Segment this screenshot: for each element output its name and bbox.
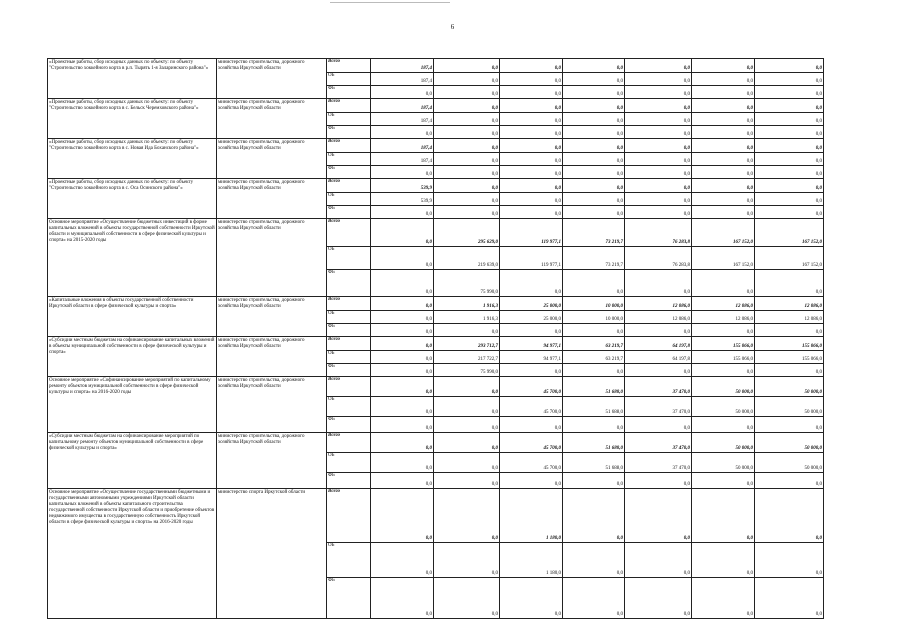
funding-source: ФБ bbox=[327, 324, 371, 337]
amount-cell: 0,0 bbox=[563, 73, 625, 86]
table-row bbox=[48, 377, 824, 397]
amount-cell: 0,0 bbox=[755, 270, 824, 297]
amount-cell: 1 180,0 bbox=[500, 489, 563, 543]
amount-cell: 64 197,8 bbox=[625, 337, 692, 351]
funding-source: ОБ bbox=[327, 453, 371, 473]
amount-cell: 0,0 bbox=[434, 166, 500, 179]
amount-cell: 0,0 bbox=[371, 337, 434, 351]
amount-cell: 45 700,0 bbox=[500, 397, 563, 417]
amount-cell: 0,0 bbox=[371, 86, 434, 99]
amount-cell: 0,0 bbox=[434, 433, 500, 453]
amount-cell: 45 700,0 bbox=[500, 433, 563, 453]
amount-cell: 0,0 bbox=[371, 270, 434, 297]
amount-cell: 0,0 bbox=[500, 179, 563, 193]
amount-cell: 0,0 bbox=[625, 543, 692, 578]
amount-cell: 0,0 bbox=[500, 578, 563, 619]
amount-cell: 73 219,7 bbox=[563, 219, 625, 247]
amount-cell: 0,0 bbox=[500, 206, 563, 219]
amount-cell: 0,0 bbox=[434, 153, 500, 166]
amount-cell: 12 086,0 bbox=[692, 297, 755, 311]
amount-cell: 0,0 bbox=[371, 126, 434, 139]
amount-cell: 0,0 bbox=[563, 153, 625, 166]
amount-cell: 293 712,7 bbox=[434, 337, 500, 351]
amount-cell: 0,0 bbox=[371, 433, 434, 453]
funding-source: ФБ bbox=[327, 86, 371, 99]
amount-cell: 0,0 bbox=[692, 166, 755, 179]
amount-cell: 45 700,0 bbox=[500, 453, 563, 473]
table-row bbox=[48, 489, 824, 543]
amount-cell: 0,0 bbox=[692, 324, 755, 337]
amount-cell: 0,0 bbox=[625, 417, 692, 433]
amount-cell: 0,0 bbox=[755, 206, 824, 219]
funding-source: ОБ bbox=[327, 153, 371, 166]
amount-cell: 0,0 bbox=[625, 324, 692, 337]
amount-cell: 0,0 bbox=[434, 73, 500, 86]
funding-source: ФБ bbox=[327, 206, 371, 219]
amount-cell: 0,0 bbox=[434, 126, 500, 139]
amount-cell: 0,0 bbox=[755, 153, 824, 166]
amount-cell: 187,4 bbox=[371, 73, 434, 86]
amount-cell: 45 700,0 bbox=[500, 377, 563, 397]
amount-cell: 0,0 bbox=[434, 324, 500, 337]
amount-cell: 0,0 bbox=[500, 193, 563, 206]
amount-cell: 0,0 bbox=[625, 179, 692, 193]
amount-cell: 0,0 bbox=[755, 113, 824, 126]
amount-cell: 167 152,0 bbox=[692, 219, 755, 247]
amount-cell: 50 000,0 bbox=[692, 377, 755, 397]
amount-cell: 0,0 bbox=[500, 99, 563, 113]
responsible-executor: министерство строительства, дорожного хозяйства Иркутской области bbox=[217, 99, 327, 139]
amount-cell: 0,0 bbox=[755, 364, 824, 377]
amount-cell: 75 990,0 bbox=[434, 364, 500, 377]
amount-cell: 0,0 bbox=[371, 166, 434, 179]
amount-cell: 50 000,0 bbox=[692, 433, 755, 453]
amount-cell: 0,0 bbox=[371, 311, 434, 324]
amount-cell: 0,0 bbox=[692, 489, 755, 543]
amount-cell: 0,0 bbox=[563, 59, 625, 73]
amount-cell: 50 000,0 bbox=[755, 433, 824, 453]
amount-cell: 0,0 bbox=[755, 59, 824, 73]
amount-cell: 0,0 bbox=[692, 473, 755, 489]
amount-cell: 94 977,1 bbox=[500, 351, 563, 364]
amount-cell: 10 000,0 bbox=[563, 311, 625, 324]
amount-cell: 0,0 bbox=[371, 417, 434, 433]
amount-cell: 0,0 bbox=[625, 364, 692, 377]
amount-cell: 0,0 bbox=[434, 453, 500, 473]
amount-cell: 0,0 bbox=[692, 59, 755, 73]
amount-cell: 187,4 bbox=[371, 113, 434, 126]
responsible-executor: министерство строительства, дорожного хозяйства Иркутской области bbox=[217, 219, 327, 297]
amount-cell: 0,0 bbox=[371, 489, 434, 543]
funding-source: ФБ bbox=[327, 166, 371, 179]
amount-cell: 0,0 bbox=[563, 473, 625, 489]
amount-cell: 0,0 bbox=[625, 113, 692, 126]
amount-cell: 0,0 bbox=[692, 99, 755, 113]
amount-cell: 0,0 bbox=[625, 126, 692, 139]
amount-cell: 0,0 bbox=[692, 270, 755, 297]
amount-cell: 0,0 bbox=[371, 397, 434, 417]
amount-cell: 0,0 bbox=[371, 543, 434, 578]
amount-cell: 63 219,7 bbox=[563, 337, 625, 351]
amount-cell: 51 688,0 bbox=[563, 397, 625, 417]
amount-cell: 50 000,0 bbox=[692, 453, 755, 473]
responsible-executor: министерство спорта Иркутской области bbox=[217, 489, 327, 619]
responsible-executor: министерство строительства, дорожного хозяйства Иркутской области bbox=[217, 377, 327, 433]
amount-cell: 10 000,0 bbox=[563, 297, 625, 311]
amount-cell: 0,0 bbox=[625, 139, 692, 153]
funding-source: ОБ bbox=[327, 193, 371, 206]
amount-cell: 63 219,7 bbox=[563, 351, 625, 364]
amount-cell: 167 152,0 bbox=[755, 219, 824, 247]
amount-cell: 0,0 bbox=[434, 86, 500, 99]
funding-source: ФБ bbox=[327, 473, 371, 489]
amount-cell: 0,0 bbox=[563, 179, 625, 193]
amount-cell: 0,0 bbox=[563, 193, 625, 206]
funding-source: ФБ bbox=[327, 270, 371, 297]
activity-description: «Субсидии местным бюджетам на софинансирование мероприятий по капитальному ремонту объектов муниципальной собственности в сфере физической культуры и спорта» bbox=[48, 433, 217, 489]
amount-cell: 0,0 bbox=[500, 86, 563, 99]
funding-source: ОБ bbox=[327, 311, 371, 324]
amount-cell: 0,0 bbox=[434, 578, 500, 619]
amount-cell: 187,4 bbox=[371, 99, 434, 113]
amount-cell: 0,0 bbox=[371, 324, 434, 337]
amount-cell: 51 688,0 bbox=[563, 453, 625, 473]
amount-cell: 187,4 bbox=[371, 139, 434, 153]
table-row bbox=[48, 337, 824, 351]
amount-cell: 0,0 bbox=[434, 543, 500, 578]
amount-cell: 0,0 bbox=[563, 86, 625, 99]
amount-cell: 0,0 bbox=[434, 179, 500, 193]
amount-cell: 0,0 bbox=[625, 153, 692, 166]
amount-cell: 167 152,0 bbox=[692, 247, 755, 270]
page-number: 6 bbox=[450, 23, 455, 31]
amount-cell: 0,0 bbox=[500, 73, 563, 86]
activity-description: Основное мероприятие «Софинансирование мероприятий по капитальному ремонту объектов муниципальной собственности в сфере физической культуры и спорта» на 2016-2020 годы bbox=[48, 377, 217, 433]
amount-cell: 0,0 bbox=[755, 126, 824, 139]
amount-cell: 0,0 bbox=[500, 139, 563, 153]
amount-cell: 0,0 bbox=[434, 417, 500, 433]
amount-cell: 0,0 bbox=[371, 473, 434, 489]
funding-source: Всего bbox=[327, 59, 371, 73]
amount-cell: 25 000,0 bbox=[500, 311, 563, 324]
amount-cell: 0,0 bbox=[692, 417, 755, 433]
amount-cell: 0,0 bbox=[563, 206, 625, 219]
amount-cell: 155 066,0 bbox=[692, 351, 755, 364]
amount-cell: 94 977,1 bbox=[500, 337, 563, 351]
amount-cell: 295 629,0 bbox=[434, 219, 500, 247]
amount-cell: 1 916,3 bbox=[434, 311, 500, 324]
amount-cell: 0,0 bbox=[371, 351, 434, 364]
amount-cell: 0,0 bbox=[563, 113, 625, 126]
amount-cell: 0,0 bbox=[692, 193, 755, 206]
amount-cell: 0,0 bbox=[692, 113, 755, 126]
amount-cell: 0,0 bbox=[371, 377, 434, 397]
amount-cell: 155 066,0 bbox=[755, 351, 824, 364]
amount-cell: 0,0 bbox=[500, 59, 563, 73]
amount-cell: 0,0 bbox=[371, 206, 434, 219]
amount-cell: 0,0 bbox=[625, 73, 692, 86]
amount-cell: 0,0 bbox=[434, 489, 500, 543]
amount-cell: 0,0 bbox=[692, 179, 755, 193]
funding-source: ОБ bbox=[327, 351, 371, 364]
funding-source: ОБ bbox=[327, 113, 371, 126]
funding-source: Всего bbox=[327, 297, 371, 311]
amount-cell: 37 470,0 bbox=[625, 377, 692, 397]
amount-cell: 0,0 bbox=[625, 489, 692, 543]
amount-cell: 0,0 bbox=[692, 364, 755, 377]
activity-description: «Проектные работы, сбор исходных данных по объекту: по объекту "Строительство хоккейного корта в с. Бельск Черемховского района"» bbox=[48, 99, 217, 139]
responsible-executor: министерство строительства, дорожного хозяйства Иркутской области bbox=[217, 59, 327, 99]
amount-cell: 0,0 bbox=[755, 166, 824, 179]
funding-source: ОБ bbox=[327, 397, 371, 417]
table-row bbox=[48, 297, 824, 311]
amount-cell: 187,4 bbox=[371, 153, 434, 166]
amount-cell: 0,0 bbox=[625, 166, 692, 179]
amount-cell: 50 000,0 bbox=[755, 377, 824, 397]
amount-cell: 0,0 bbox=[434, 397, 500, 417]
activity-description: «Проектные работы, сбор исходных данных по объекту: по объекту "Строительство хоккейного корта в с. Новая Ида Боханского района"» bbox=[48, 139, 217, 179]
amount-cell: 0,0 bbox=[692, 543, 755, 578]
funding-source: ОБ bbox=[327, 247, 371, 270]
funding-source: Всего bbox=[327, 219, 371, 247]
amount-cell: 0,0 bbox=[625, 206, 692, 219]
amount-cell: 12 086,0 bbox=[625, 297, 692, 311]
amount-cell: 37 470,0 bbox=[625, 397, 692, 417]
amount-cell: 0,0 bbox=[563, 324, 625, 337]
funding-source: ОБ bbox=[327, 73, 371, 86]
table-row bbox=[48, 179, 824, 193]
amount-cell: 0,0 bbox=[371, 297, 434, 311]
amount-cell: 539,9 bbox=[371, 179, 434, 193]
amount-cell: 0,0 bbox=[563, 543, 625, 578]
amount-cell: 0,0 bbox=[755, 417, 824, 433]
amount-cell: 25 000,0 bbox=[500, 297, 563, 311]
amount-cell: 0,0 bbox=[563, 126, 625, 139]
amount-cell: 51 688,0 bbox=[563, 433, 625, 453]
activity-description: «Проектные работы, сбор исходных данных по объекту: по объекту "Строительство хоккейного корта в с. Оса Осинского района"» bbox=[48, 179, 217, 219]
amount-cell: 219 639,0 bbox=[434, 247, 500, 270]
amount-cell: 0,0 bbox=[755, 193, 824, 206]
responsible-executor: министерство строительства, дорожного хозяйства Иркутской области bbox=[217, 139, 327, 179]
funding-source: ФБ bbox=[327, 578, 371, 619]
amount-cell: 0,0 bbox=[625, 86, 692, 99]
activity-description: Основное мероприятие «Осуществление государственными бюджетными и государственными автономными учреждениями Иркутской области капитальных вложений в объекты капитального строительства государственной собственности Иркутской области и приобретение объектов недвижимого имущества в государственную собственность Иркутской области в сфере физической культуры и спорта» на 2016-2020 годы bbox=[48, 489, 217, 619]
amount-cell: 155 066,0 bbox=[755, 337, 824, 351]
table-row bbox=[48, 433, 824, 453]
amount-cell: 0,0 bbox=[755, 578, 824, 619]
funding-source: ФБ bbox=[327, 364, 371, 377]
amount-cell: 0,0 bbox=[755, 73, 824, 86]
amount-cell: 0,0 bbox=[500, 417, 563, 433]
activity-description: «Капитальные вложения в объекты государственной собственности Иркутской области в сфере физической культуры и спорта» bbox=[48, 297, 217, 337]
amount-cell: 0,0 bbox=[371, 453, 434, 473]
funding-source: Всего bbox=[327, 337, 371, 351]
amount-cell: 12 086,0 bbox=[755, 297, 824, 311]
amount-cell: 75 990,0 bbox=[434, 270, 500, 297]
activity-description: «Субсидии местным бюджетам на софинансирование капитальных вложений в объекты муниципальной собственности в сфере физической культуры и спорта» bbox=[48, 337, 217, 377]
amount-cell: 0,0 bbox=[563, 139, 625, 153]
amount-cell: 155 066,0 bbox=[692, 337, 755, 351]
amount-cell: 0,0 bbox=[563, 489, 625, 543]
amount-cell: 0,0 bbox=[434, 139, 500, 153]
amount-cell: 12 086,0 bbox=[692, 311, 755, 324]
amount-cell: 37 470,0 bbox=[625, 433, 692, 453]
amount-cell: 0,0 bbox=[563, 417, 625, 433]
amount-cell: 0,0 bbox=[755, 99, 824, 113]
amount-cell: 0,0 bbox=[755, 473, 824, 489]
amount-cell: 0,0 bbox=[500, 270, 563, 297]
amount-cell: 0,0 bbox=[755, 543, 824, 578]
activity-description: «Проектные работы, сбор исходных данных по объекту: по объекту "Строительство хоккейного корта в р.п. Тырять 1-я Заларинского района"» bbox=[48, 59, 217, 99]
responsible-executor: министерство строительства, дорожного хозяйства Иркутской области bbox=[217, 337, 327, 377]
funding-source: ОБ bbox=[327, 543, 371, 578]
amount-cell: 119 977,1 bbox=[500, 219, 563, 247]
amount-cell: 0,0 bbox=[692, 153, 755, 166]
amount-cell: 0,0 bbox=[371, 247, 434, 270]
amount-cell: 0,0 bbox=[434, 206, 500, 219]
funding-source: Всего bbox=[327, 99, 371, 113]
amount-cell: 64 197,8 bbox=[625, 351, 692, 364]
amount-cell: 0,0 bbox=[371, 578, 434, 619]
amount-cell: 50 000,0 bbox=[692, 397, 755, 417]
amount-cell: 51 688,0 bbox=[563, 377, 625, 397]
amount-cell: 0,0 bbox=[692, 126, 755, 139]
amount-cell: 0,0 bbox=[371, 219, 434, 247]
amount-cell: 0,0 bbox=[755, 489, 824, 543]
responsible-executor: министерство строительства, дорожного хозяйства Иркутской области bbox=[217, 297, 327, 337]
responsible-executor: министерство строительства, дорожного хозяйства Иркутской области bbox=[217, 433, 327, 489]
amount-cell: 1 916,3 bbox=[434, 297, 500, 311]
amount-cell: 167 152,0 bbox=[755, 247, 824, 270]
amount-cell: 217 722,7 bbox=[434, 351, 500, 364]
funding-source: Всего bbox=[327, 489, 371, 543]
amount-cell: 76 283,8 bbox=[625, 247, 692, 270]
amount-cell: 1 180,0 bbox=[500, 543, 563, 578]
amount-cell: 119 977,1 bbox=[500, 247, 563, 270]
amount-cell: 0,0 bbox=[692, 86, 755, 99]
amount-cell: 0,0 bbox=[500, 126, 563, 139]
amount-cell: 187,4 bbox=[371, 59, 434, 73]
amount-cell: 0,0 bbox=[692, 73, 755, 86]
funding-source: Всего bbox=[327, 139, 371, 153]
amount-cell: 37 470,0 bbox=[625, 453, 692, 473]
amount-cell: 0,0 bbox=[563, 364, 625, 377]
activity-description: Основное мероприятие «Осуществление бюджетных инвестиций в форме капитальных вложений в объекты государственной собственности Иркутской области и муниципальной собственности в сфере физической культуры и спорта» на 2015-2020 годы bbox=[48, 219, 217, 297]
amount-cell: 12 086,0 bbox=[625, 311, 692, 324]
amount-cell: 0,0 bbox=[434, 377, 500, 397]
amount-cell: 0,0 bbox=[625, 193, 692, 206]
amount-cell: 0,0 bbox=[434, 473, 500, 489]
amount-cell: 0,0 bbox=[563, 166, 625, 179]
amount-cell: 0,0 bbox=[434, 193, 500, 206]
amount-cell: 0,0 bbox=[563, 270, 625, 297]
amount-cell: 0,0 bbox=[434, 113, 500, 126]
amount-cell: 0,0 bbox=[434, 59, 500, 73]
funding-source: Всего bbox=[327, 377, 371, 397]
table-row bbox=[48, 219, 824, 247]
amount-cell: 0,0 bbox=[563, 99, 625, 113]
amount-cell: 0,0 bbox=[625, 473, 692, 489]
amount-cell: 0,0 bbox=[625, 270, 692, 297]
funding-source: Всего bbox=[327, 179, 371, 193]
amount-cell: 0,0 bbox=[500, 364, 563, 377]
amount-cell: 0,0 bbox=[500, 153, 563, 166]
table-row bbox=[48, 139, 824, 153]
budget-table-container bbox=[47, 58, 823, 617]
amount-cell: 0,0 bbox=[692, 206, 755, 219]
amount-cell: 0,0 bbox=[625, 578, 692, 619]
amount-cell: 0,0 bbox=[692, 578, 755, 619]
amount-cell: 73 219,7 bbox=[563, 247, 625, 270]
amount-cell: 0,0 bbox=[371, 364, 434, 377]
amount-cell: 0,0 bbox=[563, 578, 625, 619]
amount-cell: 0,0 bbox=[500, 473, 563, 489]
amount-cell: 0,0 bbox=[500, 113, 563, 126]
table-body bbox=[48, 59, 824, 619]
amount-cell: 0,0 bbox=[755, 179, 824, 193]
amount-cell: 0,0 bbox=[625, 99, 692, 113]
funding-source: ФБ bbox=[327, 417, 371, 433]
amount-cell: 50 000,0 bbox=[755, 453, 824, 473]
responsible-executor: министерство строительства, дорожного хозяйства Иркутской области bbox=[217, 179, 327, 219]
amount-cell: 0,0 bbox=[755, 139, 824, 153]
funding-source: ФБ bbox=[327, 126, 371, 139]
amount-cell: 50 000,0 bbox=[755, 397, 824, 417]
funding-source: Всего bbox=[327, 433, 371, 453]
amount-cell: 539,9 bbox=[371, 193, 434, 206]
budget-table bbox=[47, 58, 824, 619]
scan-artifact-line bbox=[330, 2, 450, 3]
amount-cell: 76 283,8 bbox=[625, 219, 692, 247]
amount-cell: 12 086,0 bbox=[755, 311, 824, 324]
amount-cell: 0,0 bbox=[434, 99, 500, 113]
amount-cell: 0,0 bbox=[692, 139, 755, 153]
amount-cell: 0,0 bbox=[500, 324, 563, 337]
amount-cell: 0,0 bbox=[755, 324, 824, 337]
table-row bbox=[48, 59, 824, 73]
amount-cell: 0,0 bbox=[755, 86, 824, 99]
amount-cell: 0,0 bbox=[500, 166, 563, 179]
amount-cell: 0,0 bbox=[625, 59, 692, 73]
table-row bbox=[48, 99, 824, 113]
